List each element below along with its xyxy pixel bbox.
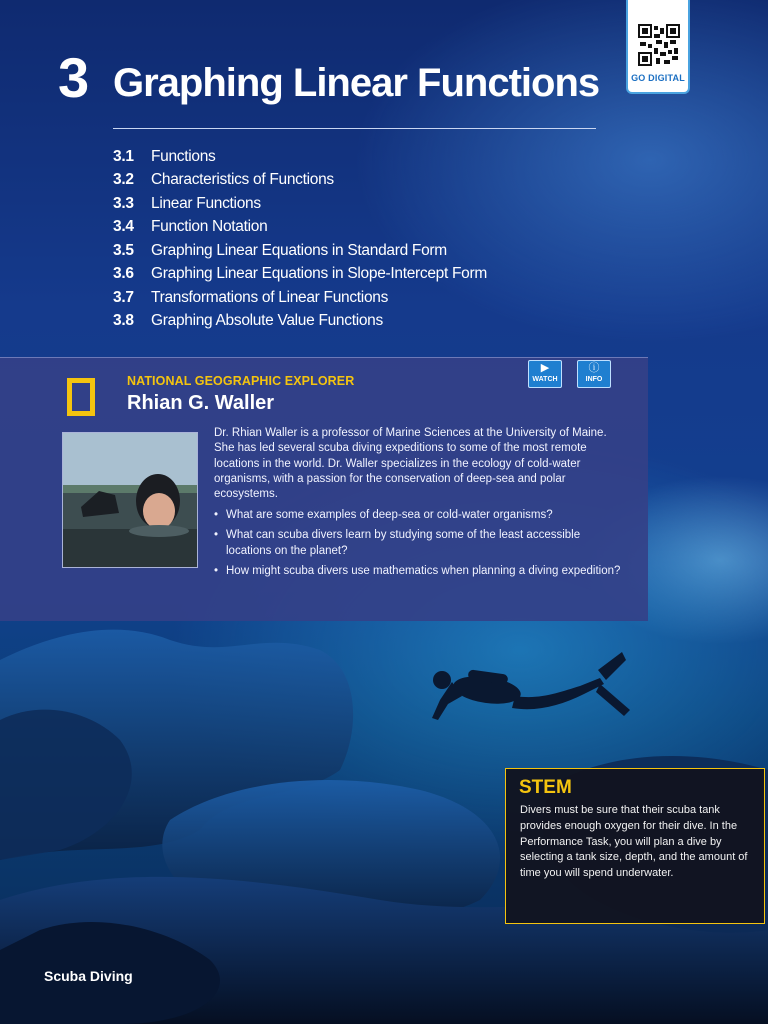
section-number: 3.5	[113, 241, 134, 259]
section-item[interactable]	[113, 310, 487, 334]
section-title: Graphing Linear Equations in Standard Form	[151, 241, 447, 259]
section-item[interactable]	[113, 239, 487, 263]
explorer-panel	[0, 357, 648, 621]
info-icon: ⓘ	[588, 362, 600, 374]
section-title: Graphing Linear Equations in Slope-Intercept Form	[151, 265, 487, 283]
question-item: • How might scuba divers use mathematics when planning a diving expedition?	[214, 564, 628, 579]
section-item[interactable]	[113, 286, 487, 310]
section-item[interactable]	[113, 216, 487, 240]
section-title: Linear Functions	[151, 194, 261, 212]
stem-callout	[505, 768, 765, 924]
scuba-diver-silhouette	[432, 652, 630, 720]
chapter-title: Graphing Linear Functions	[113, 61, 600, 105]
discussion-questions	[214, 508, 628, 584]
national-geographic-logo-icon	[67, 378, 95, 416]
section-title: Transformations of Linear Functions	[151, 288, 389, 306]
question-item: • What are some examples of deep-sea or cold-water organisms?	[214, 508, 628, 523]
section-title: Graphing Absolute Value Functions	[151, 312, 383, 330]
section-item[interactable]	[113, 263, 487, 287]
title-divider	[113, 128, 596, 129]
section-title: Functions	[151, 147, 216, 165]
question-item: • What can scuba divers learn by studying some of the least accessible locations on the planet?	[214, 528, 628, 559]
go-digital-label: GO DIGITAL	[631, 73, 685, 83]
section-list	[113, 145, 487, 333]
explorer-photo	[62, 432, 198, 568]
photo-caption: Scuba Diving	[44, 968, 133, 984]
qr-code-icon	[638, 24, 680, 66]
section-number: 3.1	[113, 147, 134, 165]
info-label: INFO	[585, 376, 603, 383]
stem-text: Divers must be sure that their scuba tank provides enough oxygen for their dive. In the Performance Task, you will plan a dive by selecting a tank size, depth, and the amount of time you will spend underwater.	[520, 804, 748, 880]
section-title: Function Notation	[151, 218, 268, 236]
watch-label: WATCH	[532, 376, 558, 383]
chapter-number: 3	[58, 46, 90, 109]
go-digital-qr-tab[interactable]	[626, 0, 690, 94]
section-item[interactable]	[113, 145, 487, 169]
section-item[interactable]	[113, 192, 487, 216]
explorer-name: Rhian G. Waller	[127, 392, 275, 414]
explorer-label: NATIONAL GEOGRAPHIC EXPLORER	[127, 374, 355, 388]
section-number: 3.2	[113, 171, 134, 189]
watch-button[interactable]	[528, 360, 562, 388]
section-number: 3.6	[113, 265, 134, 283]
section-number: 3.7	[113, 288, 134, 306]
section-number: 3.4	[113, 218, 134, 236]
section-number: 3.3	[113, 194, 134, 212]
play-icon: ▶	[540, 362, 550, 374]
stem-title: STEM	[519, 777, 572, 798]
section-number: 3.8	[113, 312, 134, 330]
info-button[interactable]	[577, 360, 611, 388]
explorer-bio: Dr. Rhian Waller is a professor of Marine Sciences at the University of Maine. She has led several scuba diving expeditions to some of the most remote locations in the world. Dr. Waller specializes in the ecology of cold-water organisms, with a passion for the conservation of deep-sea and polar ecosystems.	[214, 427, 607, 501]
section-item[interactable]	[113, 169, 487, 193]
section-title: Characteristics of Functions	[151, 171, 334, 189]
